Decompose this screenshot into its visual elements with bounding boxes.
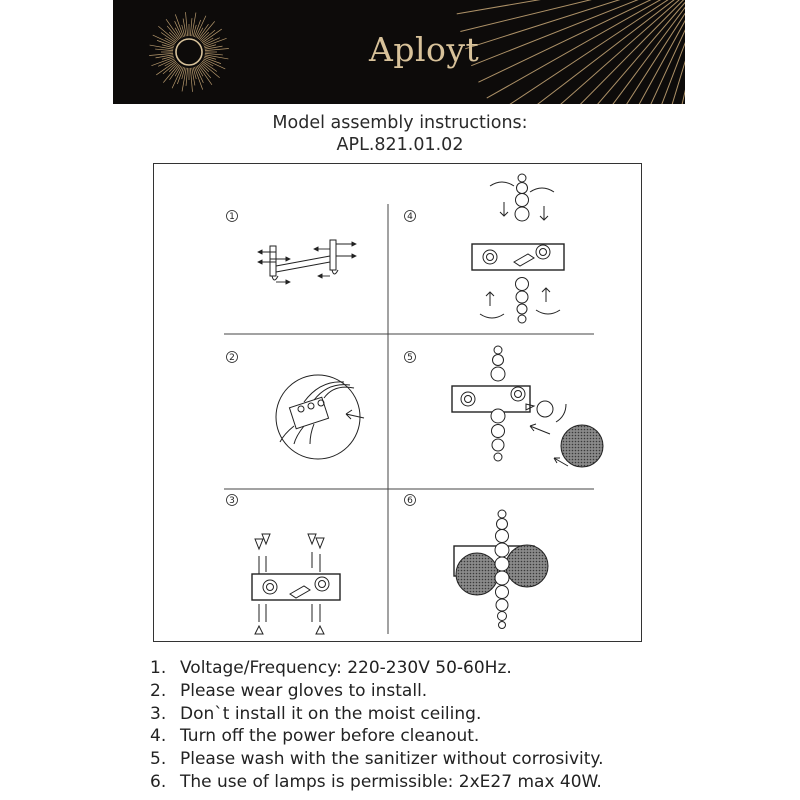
safety-notes-list <box>150 657 603 794</box>
step-3-mounting-illustration <box>252 534 340 634</box>
model-number: APL.821.01.02 <box>336 135 464 155</box>
step-2-wiring-illustration <box>276 375 364 459</box>
note-item: 3. Don`t install it on the moist ceiling. <box>150 703 482 724</box>
assembly-diagram-panel <box>153 163 642 642</box>
assembly-diagrams <box>154 164 643 643</box>
note-item: 1. Voltage/Frequency: 220-230V 50-60Hz. <box>150 658 512 678</box>
brand-banner <box>113 0 685 104</box>
brand-logo-text: Aployt <box>369 30 480 69</box>
note-item: 4. Turn off the power before cleanout. <box>150 726 480 747</box>
sun-logo-icon <box>176 39 202 65</box>
step-5-shade-illustration <box>452 346 603 467</box>
note-item: 6. The use of lamps is permissible: 2xE27 max 40W. <box>150 771 602 792</box>
note-item: 2. Please wear gloves to install. <box>150 680 428 701</box>
step-4-label: 4 <box>407 212 413 222</box>
note-item: 5. Please wash with the sanitizer without corrosivity. <box>150 749 604 770</box>
step-6-label: 6 <box>407 496 413 506</box>
step-3-label: 3 <box>229 496 235 506</box>
step-2-label: 2 <box>229 353 235 363</box>
step-1-bracket-illustration <box>258 240 356 282</box>
step-4-stem-illustration <box>472 174 564 323</box>
step-6-final-illustration <box>454 510 548 629</box>
document-title: Model assembly instructions: <box>272 113 528 133</box>
step-5-label: 5 <box>407 353 413 363</box>
step-1-label: 1 <box>229 212 235 222</box>
